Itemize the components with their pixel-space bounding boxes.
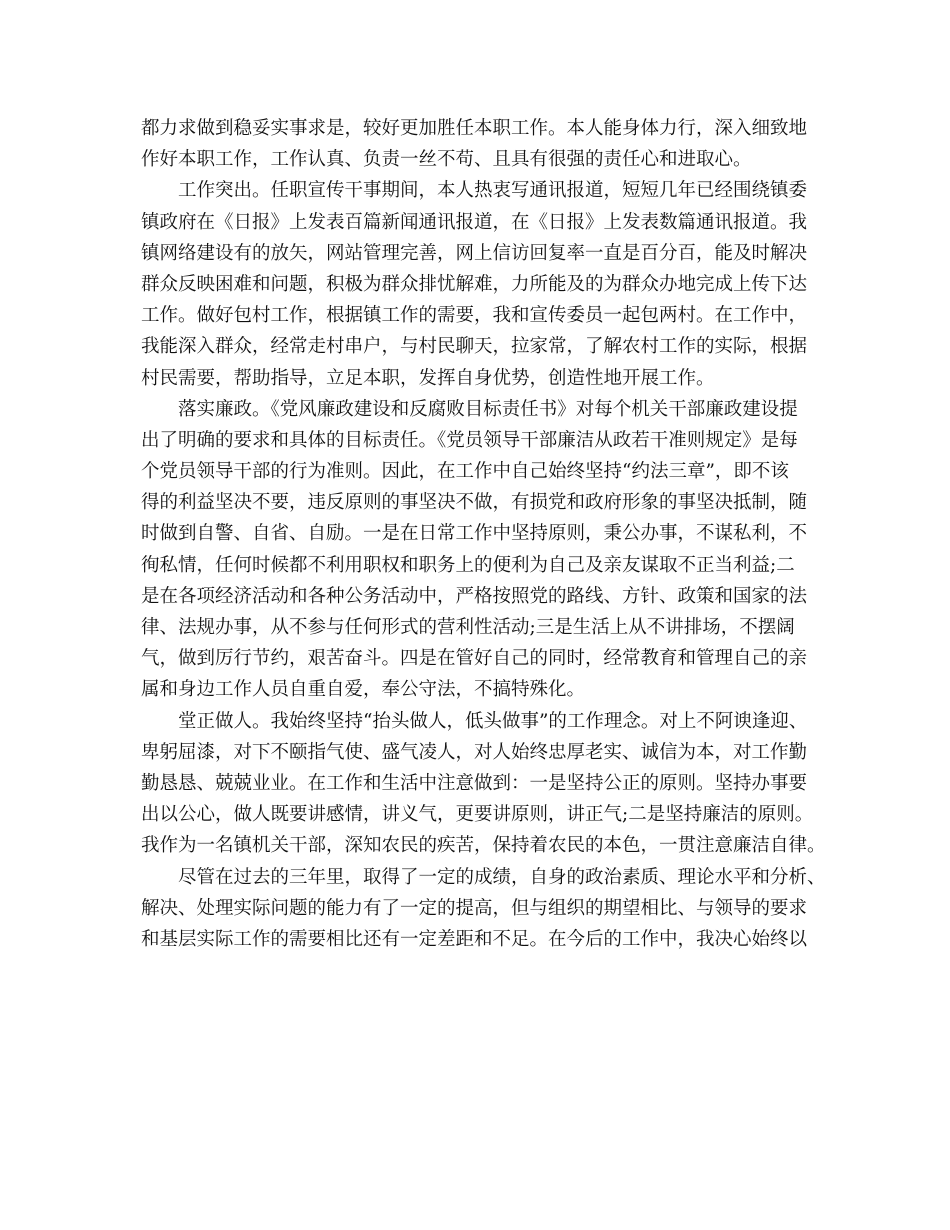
text-line: 我作为一名镇机关干部，深知农民的疾苦，保持着农民的本色，一贯注意廉洁自律。 xyxy=(141,835,826,857)
paragraph-first-line: 堂正做人。我始终坚持“抬头做人，低头做事”的工作理念。对上不阿谀逢迎、 xyxy=(178,710,808,732)
text-line: 个党员领导干部的行为准则。因此，在工作中自己始终坚持“约法三章”，即不该 xyxy=(141,461,789,483)
text-line: 解决、处理实际问题的能力有了一定的提高，但与组织的期望相比、与领导的要求 xyxy=(141,897,808,919)
text-line: 群众反映困难和问题，积极为群众排忧解难，力所能及的为群众办地完成上传下达 xyxy=(141,273,808,295)
text-line: 勤恳恳、兢兢业业。在工作和生活中注意做到：一是坚持公正的原则。坚持办事要 xyxy=(141,772,808,794)
body-text xyxy=(141,113,826,955)
text-line: 作好本职工作，工作认真、负责一丝不苟、且具有很强的责任心和进取心。 xyxy=(141,149,752,171)
text-line: 属和身边工作人员自重自爱，奉公守法，不搞特殊化。 xyxy=(141,679,586,701)
text-line: 气，做到厉行节约，艰苦奋斗。四是在管好自己的同时，经常教育和管理自己的亲 xyxy=(141,648,808,670)
paragraph-first-line: 落实廉政。《党风廉政建设和反腐败目标责任书》对每个机关干部廉政建设提 xyxy=(178,398,798,420)
text-line: 得的利益坚决不要，违反原则的事坚决不做，有损党和政府形象的事坚决抵制，随 xyxy=(141,492,808,514)
text-line: 徇私情，任何时候都不利用职权和职务上的便利为自己及亲友谋取不正当利益;二 xyxy=(141,554,795,576)
paragraph-first-line: 工作突出。任职宣传干事期间，本人热衷写通讯报道，短短几年已经围绕镇委 xyxy=(178,180,808,202)
text-line: 村民需要，帮助指导，立足本职，发挥自身优势，创造性地开展工作。 xyxy=(141,367,715,389)
text-line: 和基层实际工作的需要相比还有一定差距和不足。在今后的工作中，我决心始终以 xyxy=(141,928,808,950)
text-line: 镇网络建设有的放矢，网站管理完善，网上信访回复率一直是百分百，能及时解决 xyxy=(141,242,808,264)
text-line: 出了明确的要求和具体的目标责任。《党员领导干部廉洁从政若干准则规定》是每 xyxy=(141,429,798,451)
text-line: 都力求做到稳妥实事求是，较好更加胜任本职工作。本人能身体力行，深入细致地 xyxy=(141,118,808,139)
text-line: 律、法规办事，从不参与任何形式的营利性活动;三是生活上从不讲排场，不摆阔 xyxy=(141,617,795,638)
text-line: 时做到自警、自省、自励。一是在日常工作中坚持原则，秉公办事，不谋私利，不 xyxy=(141,523,808,545)
text-line: 镇政府在《日报》上发表百篇新闻通讯报道，在《日报》上发表数篇通讯报道。我 xyxy=(141,211,808,233)
paragraph-first-line: 尽管在过去的三年里，取得了一定的成绩，自身的政治素质、理论水平和分析、 xyxy=(178,866,826,888)
text-line: 是在各项经济活动和各种公务活动中，严格按照党的路线、方针、政策和国家的法 xyxy=(141,585,808,607)
text-line: 我能深入群众，经常走村串户，与村民聊天，拉家常，了解农村工作的实际，根据 xyxy=(141,336,808,358)
text-line: 卑躬屈漆，对下不颐指气使、盛气凌人，对人始终忠厚老实、诚信为本，对工作勤 xyxy=(141,741,808,763)
text-line: 工作。做好包村工作，根据镇工作的需要，我和宣传委员一起包两村。在工作中， xyxy=(141,305,808,327)
text-line: 出以公心，做人既要讲感情，讲义气，更要讲原则，讲正气;二是坚持廉洁的原则。 xyxy=(141,804,814,826)
